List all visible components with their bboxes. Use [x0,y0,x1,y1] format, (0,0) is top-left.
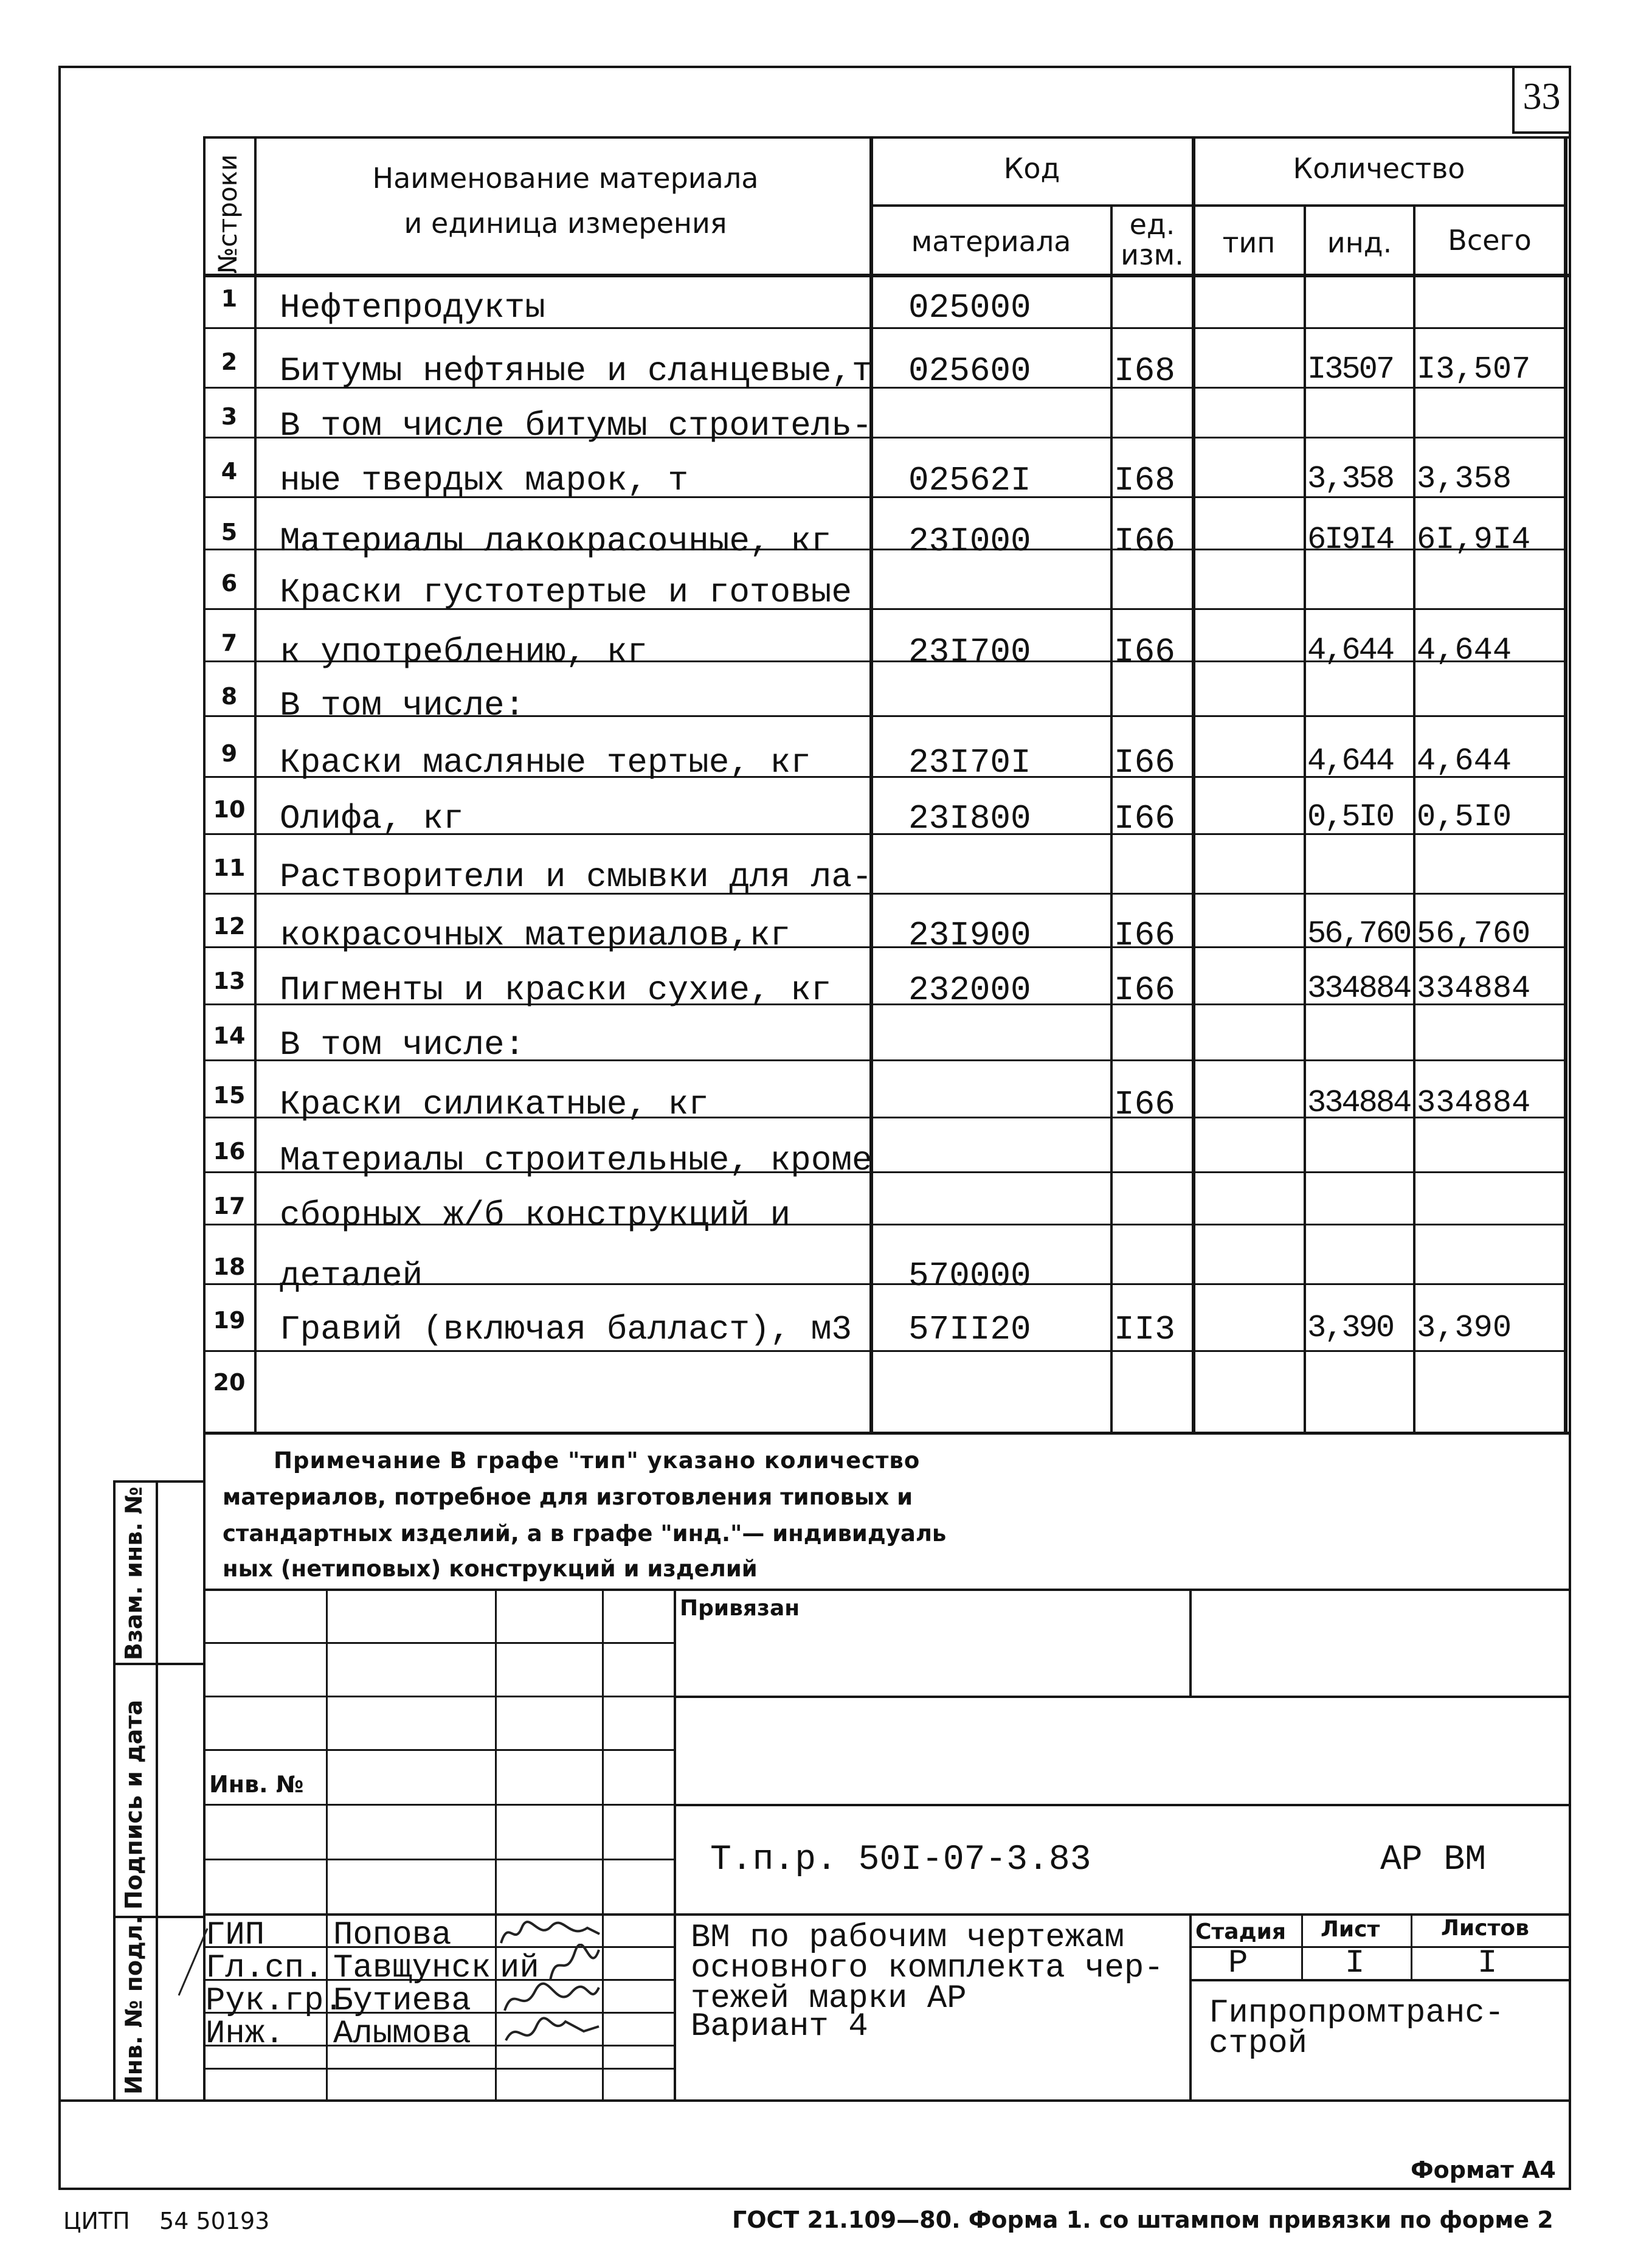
org-line2: строй [1209,2025,1308,2062]
cell-name: Нефтепродукты [280,288,545,327]
col-ind-sep [1413,204,1415,1433]
cell-ind: 0,5I0 [1307,799,1394,835]
header-row-number: №строки [213,154,243,274]
table-top [203,136,1569,139]
stamp-col3 [602,1589,604,2101]
title-line4: Вариант 4 [691,2008,868,2045]
name-tavshunsk: Тавщунск [333,1950,491,1987]
name-popova: Попова [333,1917,452,1954]
page-number-box-bottom [1512,131,1571,134]
row-number: 8 [221,683,238,710]
cell-unit: I66 [1114,743,1175,782]
cell-name: кокрасочных материалов,кг [280,916,791,955]
stamp-grid-line [203,2068,675,2070]
sheets-value: I [1477,1945,1498,1982]
signature-4 [499,2013,602,2052]
cell-total: 0,5I0 [1417,799,1512,835]
note-line4: ных (нетиповых) конструкций и изделий [223,1556,758,1582]
row-number: 11 [213,854,246,881]
col-type-sep [1304,204,1306,1433]
stamp-code-top [674,1804,1569,1806]
stamp-col1 [326,1589,328,2101]
cell-name: деталей [280,1256,423,1295]
frame-left [58,66,61,2188]
row-number: 13 [213,968,246,994]
title-line1: ВМ по рабочим чертежам [691,1919,1124,1956]
org-line1: Гипропромтранс- [1209,1995,1505,2032]
cell-name: Пигменты и краски сухие, кг [280,971,832,1010]
cell-name: Растворители и смывки для ла- [280,858,873,896]
note-line3: стандартных изделий, а в графе "инд."— индивидуаль [223,1520,947,1547]
cell-unit: I68 [1114,352,1175,390]
cell-code: 570000 [908,1256,1031,1295]
stamp-bottom [58,2099,1571,2102]
header-mid-line [869,204,1566,207]
header-bottom-line [203,274,1569,277]
stamp-title-top [203,1913,1569,1916]
cell-unit: I66 [1114,971,1175,1010]
stamp-top [203,1589,1569,1591]
col-code-sep [1110,204,1113,1433]
header-ind: инд. [1327,226,1392,259]
cell-ind: 334884 [1307,1085,1411,1121]
row-number: 7 [221,629,238,656]
cell-ind: 4,644 [1307,632,1394,668]
cell-name: к употреблению, кг [280,632,648,671]
side-label-vzam: Взам. инв. № [120,1486,147,1660]
cell-unit: II3 [1114,1310,1175,1349]
row-number: 2 [221,348,238,375]
name-tavshunsk-extra: ий [500,1950,539,1987]
cell-name: Битумы нефтяные и сланцевые,т [280,352,873,390]
cell-name: В том числе: [280,1025,525,1064]
col-total-right [1564,136,1567,1433]
cell-total: 3,358 [1417,461,1512,497]
stamp-grid-line [203,1804,675,1806]
cell-ind: 6I9I4 [1307,522,1394,558]
cell-total: 6I,9I4 [1417,522,1531,558]
footer-left: ЦИТП 54 50193 [63,2208,270,2234]
cell-name: Материалы строительные, кроме [280,1141,873,1180]
cell-name: Материалы лакокрасочные, кг [280,522,832,561]
cell-name: В том числе: [280,686,525,725]
title-line2: основного комплекта чер- [691,1950,1164,1987]
row-number: 20 [213,1369,246,1396]
row-number: 17 [213,1193,246,1219]
stage-label: Стадия [1195,1919,1286,1944]
privyazan-label: Привязан [680,1596,800,1621]
stamp-grid-line [203,1696,675,1697]
row-separator [203,1350,1567,1352]
row-separator [203,327,1567,329]
stamp-stage-left [1189,1913,1192,2101]
stamp-privyazan-bottom [674,1696,1569,1698]
cell-name: сборных ж/б конструкций и [280,1196,791,1235]
row-number: 16 [213,1138,246,1165]
stamp-grid-line [203,1642,675,1644]
cell-name: Краски силикатные, кг [280,1085,709,1124]
row-number: 5 [221,519,238,546]
row-number: 9 [221,740,238,767]
cell-name: В том числе битумы строитель- [280,406,873,445]
format-label: Формат А4 [1411,2157,1556,2183]
role-inzh: Инж. [206,2015,285,2053]
cell-code: 02562I [908,461,1031,500]
stamp-grid-line [203,1859,675,1860]
cell-total: 334884 [1417,1085,1531,1121]
cell-ind: 56,760 [1307,916,1411,952]
cell-unit: I68 [1114,461,1175,500]
cell-unit: I66 [1114,916,1175,955]
col-name-sep [869,136,873,1433]
side-strip-sep1 [113,1663,204,1665]
frame-top [58,66,1571,68]
header-name-line2: и единица измерения [404,207,727,240]
row-number: 14 [213,1022,246,1049]
row-number: 19 [213,1307,246,1334]
side-strip-left [113,1480,116,2101]
header-type: тип [1222,226,1276,259]
cell-code: 025000 [908,288,1031,327]
cell-unit: I66 [1114,1085,1175,1124]
name-butieva: Бутиева [333,1983,471,2020]
cell-name: Олифа, кг [280,799,464,838]
stage-value: Р [1228,1945,1248,1982]
cell-total: 334884 [1417,971,1531,1007]
cell-unit: I66 [1114,632,1175,671]
cell-total: I3,507 [1417,352,1531,387]
cell-code: 23I70I [908,743,1031,782]
name-alymova: Алымова [333,2015,471,2053]
table-left [203,136,206,1433]
header-name-line1: Наименование материала [372,162,759,195]
corner-stroke [174,1925,210,1998]
header-quantity: Количество [1293,152,1465,185]
sheet-value: I [1345,1945,1365,1982]
role-glsp: Гл.сп. [206,1950,324,1987]
row-number: 18 [213,1253,246,1280]
cell-ind: 4,644 [1307,743,1394,779]
cell-ind: 3,390 [1307,1310,1394,1346]
col-unit-sep [1192,136,1195,1433]
cell-unit: I66 [1114,522,1175,561]
cell-name: ные твердых марок, т [280,461,689,500]
row-number: 1 [221,285,238,312]
header-material: материала [911,225,1071,258]
cell-unit: I66 [1114,799,1175,838]
sheets-label: Листов [1441,1916,1529,1941]
side-label-inv-podl: Инв. № подл. [120,1915,147,2095]
header-total: Всего [1448,224,1532,257]
cell-code: 57II20 [908,1310,1031,1349]
cell-code: 232000 [908,971,1031,1010]
cell-ind: 334884 [1307,971,1411,1007]
cell-total: 3,390 [1417,1310,1512,1346]
cell-name: Краски густотертые и готовые [280,573,852,612]
note-line1: Примечание В графе "тип" указано количество [274,1447,921,1474]
header-unit-line2: изм. [1121,238,1184,271]
inv-no-label: Инв. № [209,1771,304,1798]
side-strip-top [113,1480,204,1483]
cell-ind: I3507 [1307,352,1394,387]
cell-code: 025600 [908,352,1031,390]
note-line2: материалов, потребное для изготовления типовых и [223,1484,913,1510]
header-code: Код [1003,152,1060,185]
cell-code: 23I000 [908,522,1031,561]
row-number: 10 [213,796,246,823]
cell-total: 56,760 [1417,916,1531,952]
role-gip: ГИП [206,1917,265,1954]
side-label-podpis: Подпись и дата [120,1699,147,1910]
doc-code: Т.п.р. 50I-07-3.83 [710,1840,1091,1880]
stamp-col2 [495,1589,497,2101]
cell-code: 23I700 [908,632,1031,671]
page-number: 33 [1522,76,1561,117]
header-unit-line1: ед. [1129,208,1175,241]
title-line3: тежей марки АР [691,1980,967,2017]
side-strip-right [156,1480,158,2101]
cell-name: Краски масляные тертые, кг [280,743,811,782]
stamp-privyazan-right [1189,1589,1192,1697]
sheet-label: Лист [1321,1917,1380,1942]
cell-code: 23I900 [908,916,1031,955]
stamp-grid-line [203,1749,675,1751]
cell-code: 23I800 [908,799,1031,838]
cell-total: 4,644 [1417,743,1512,779]
col-rowno-sep [254,136,257,1433]
cell-total: 4,644 [1417,632,1512,668]
row-number: 3 [221,403,238,430]
row-number: 15 [213,1082,246,1109]
row-number: 4 [221,458,238,485]
cell-ind: 3,358 [1307,461,1394,497]
frame-bottom [58,2188,1571,2190]
role-rukgr: Рук.гр. [206,1983,344,2020]
footer-right: ГОСТ 21.109—80. Форма 1. со штампом привязки по форме 2 [732,2206,1554,2233]
table-bottom [203,1432,1569,1435]
doc-mark: АР ВМ [1380,1840,1487,1880]
stamp-col4 [674,1589,676,2101]
cell-name: Гравий (включая балласт), м3 [280,1310,852,1349]
row-number: 6 [221,570,238,597]
row-number: 12 [213,913,246,940]
frame-right [1569,66,1571,2188]
